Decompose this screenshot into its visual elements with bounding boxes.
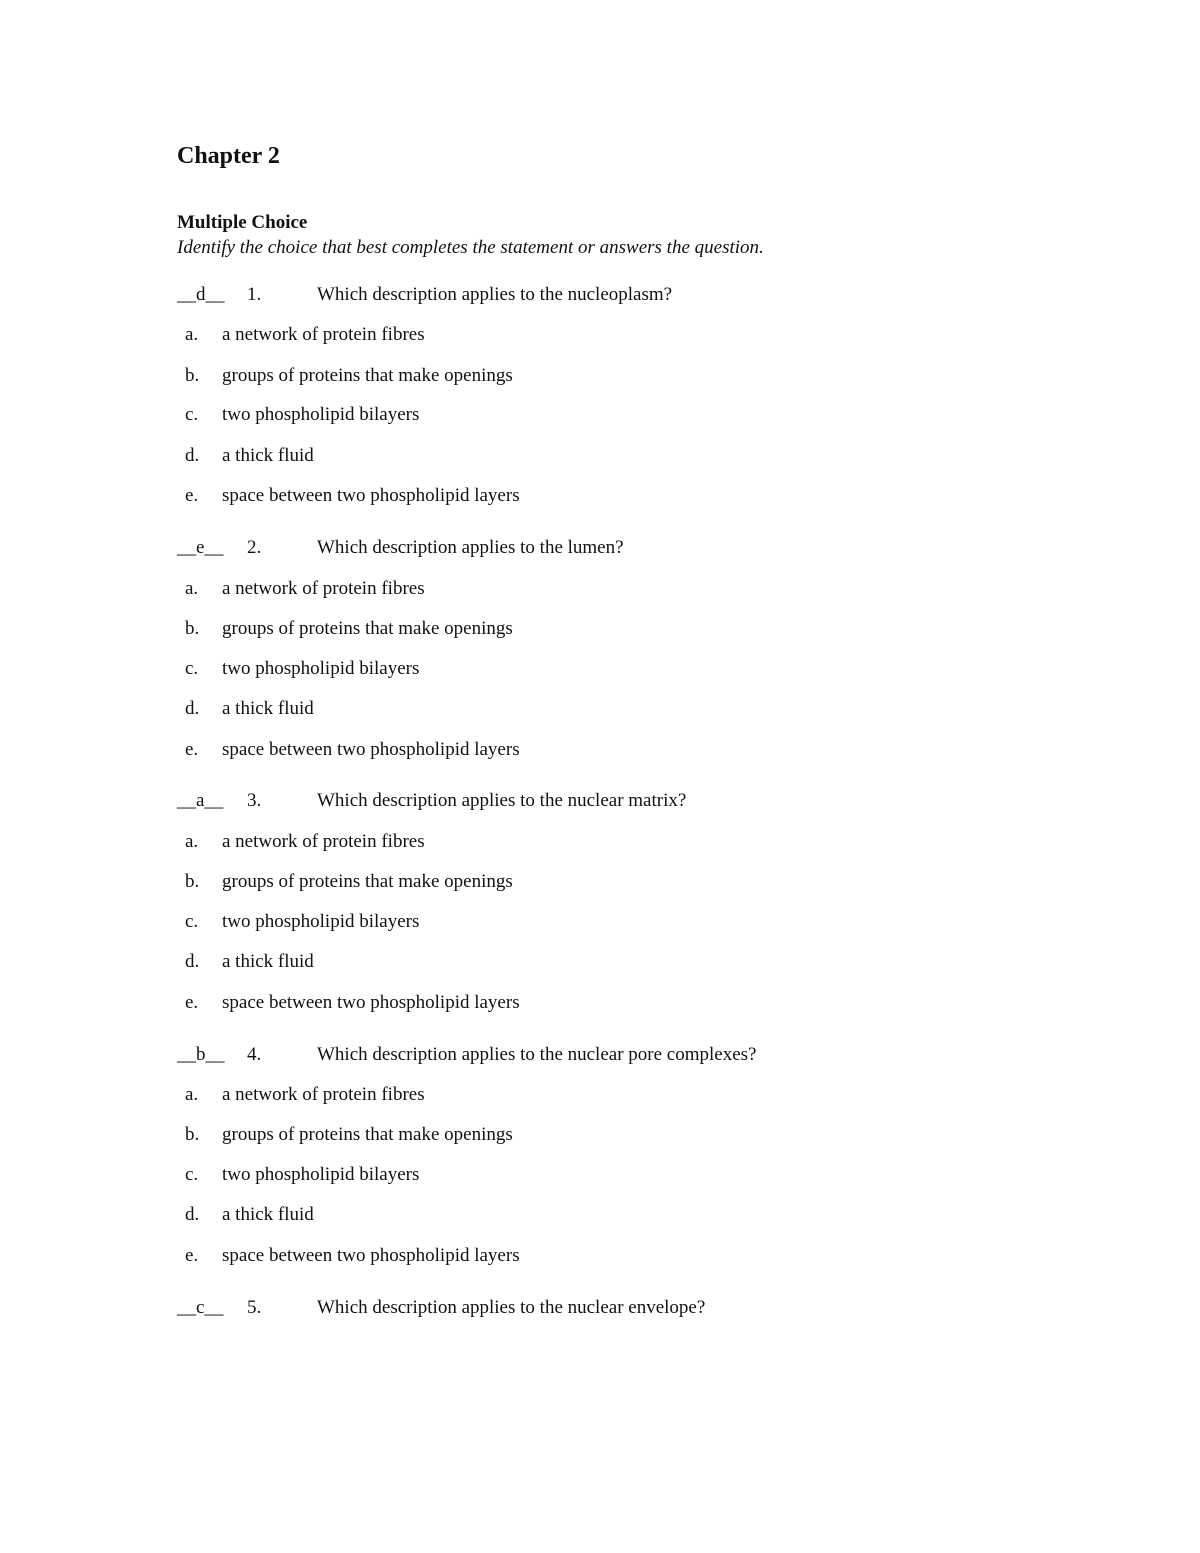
question-text: Which description applies to the nuclear matrix? (317, 790, 687, 811)
question-number: 4. (247, 1044, 262, 1065)
answer-blank: __d__ (177, 284, 225, 305)
option-letter: a. (185, 578, 199, 599)
option-letter: d. (185, 445, 200, 466)
option-letter: d. (185, 1204, 200, 1225)
question-5 (177, 1297, 1077, 1321)
option-letter: b. (185, 618, 200, 639)
option-text: groups of proteins that make openings (222, 871, 513, 892)
option-letter: e. (185, 739, 199, 760)
option-text: a network of protein fibres (222, 831, 425, 852)
question-3 (177, 790, 1077, 1013)
option-letter: e. (185, 1245, 199, 1266)
question-line (177, 790, 1077, 814)
question-text: Which description applies to the nuclear envelope? (317, 1297, 706, 1318)
option-text: space between two phospholipid layers (222, 485, 520, 506)
option-letter: d. (185, 698, 200, 719)
section-title: Multiple Choice (177, 212, 308, 233)
chapter-title: Chapter 2 (177, 143, 280, 169)
option-letter: a. (185, 1084, 199, 1105)
question-text: Which description applies to the nucleoplasm? (317, 284, 673, 305)
question-number: 2. (247, 537, 262, 558)
option-text: a network of protein fibres (222, 324, 425, 345)
question-line (177, 537, 1077, 561)
option-text: groups of proteins that make openings (222, 365, 513, 386)
option-letter: d. (185, 951, 200, 972)
instructions: Identify the choice that best completes the statement or answers the question. (177, 237, 764, 258)
question-number: 1. (247, 284, 262, 305)
option-text: a thick fluid (222, 698, 314, 719)
option-text: a thick fluid (222, 951, 314, 972)
answer-blank: __e__ (177, 537, 224, 558)
question-line (177, 1044, 1077, 1068)
answer-blank: __b__ (177, 1044, 225, 1065)
question-text: Which description applies to the nuclear pore complexes? (317, 1044, 757, 1065)
answer-blank: __a__ (177, 790, 224, 811)
question-text: Which description applies to the lumen? (317, 537, 624, 558)
option-text: a network of protein fibres (222, 578, 425, 599)
option-text: two phospholipid bilayers (222, 658, 420, 679)
option-text: space between two phospholipid layers (222, 1245, 520, 1266)
question-2 (177, 537, 1077, 760)
option-letter: c. (185, 658, 199, 679)
option-letter: a. (185, 324, 199, 345)
option-text: groups of proteins that make openings (222, 1124, 513, 1145)
question-line (177, 284, 1077, 308)
option-text: a thick fluid (222, 445, 314, 466)
answer-blank: __c__ (177, 1297, 224, 1318)
option-letter: e. (185, 992, 199, 1013)
option-letter: c. (185, 1164, 199, 1185)
question-number: 3. (247, 790, 262, 811)
question-4 (177, 1044, 1077, 1266)
option-text: space between two phospholipid layers (222, 739, 520, 760)
option-letter: b. (185, 871, 200, 892)
question-number: 5. (247, 1297, 262, 1318)
option-text: a thick fluid (222, 1204, 314, 1225)
question-line (177, 1297, 1077, 1321)
question-1 (177, 284, 1077, 506)
option-letter: c. (185, 404, 199, 425)
option-letter: a. (185, 831, 199, 852)
option-letter: b. (185, 1124, 200, 1145)
option-text: two phospholipid bilayers (222, 404, 420, 425)
option-text: two phospholipid bilayers (222, 911, 420, 932)
option-text: two phospholipid bilayers (222, 1164, 420, 1185)
option-letter: b. (185, 365, 200, 386)
option-letter: c. (185, 911, 199, 932)
option-text: groups of proteins that make openings (222, 618, 513, 639)
option-text: a network of protein fibres (222, 1084, 425, 1105)
option-text: space between two phospholipid layers (222, 992, 520, 1013)
option-letter: e. (185, 485, 199, 506)
